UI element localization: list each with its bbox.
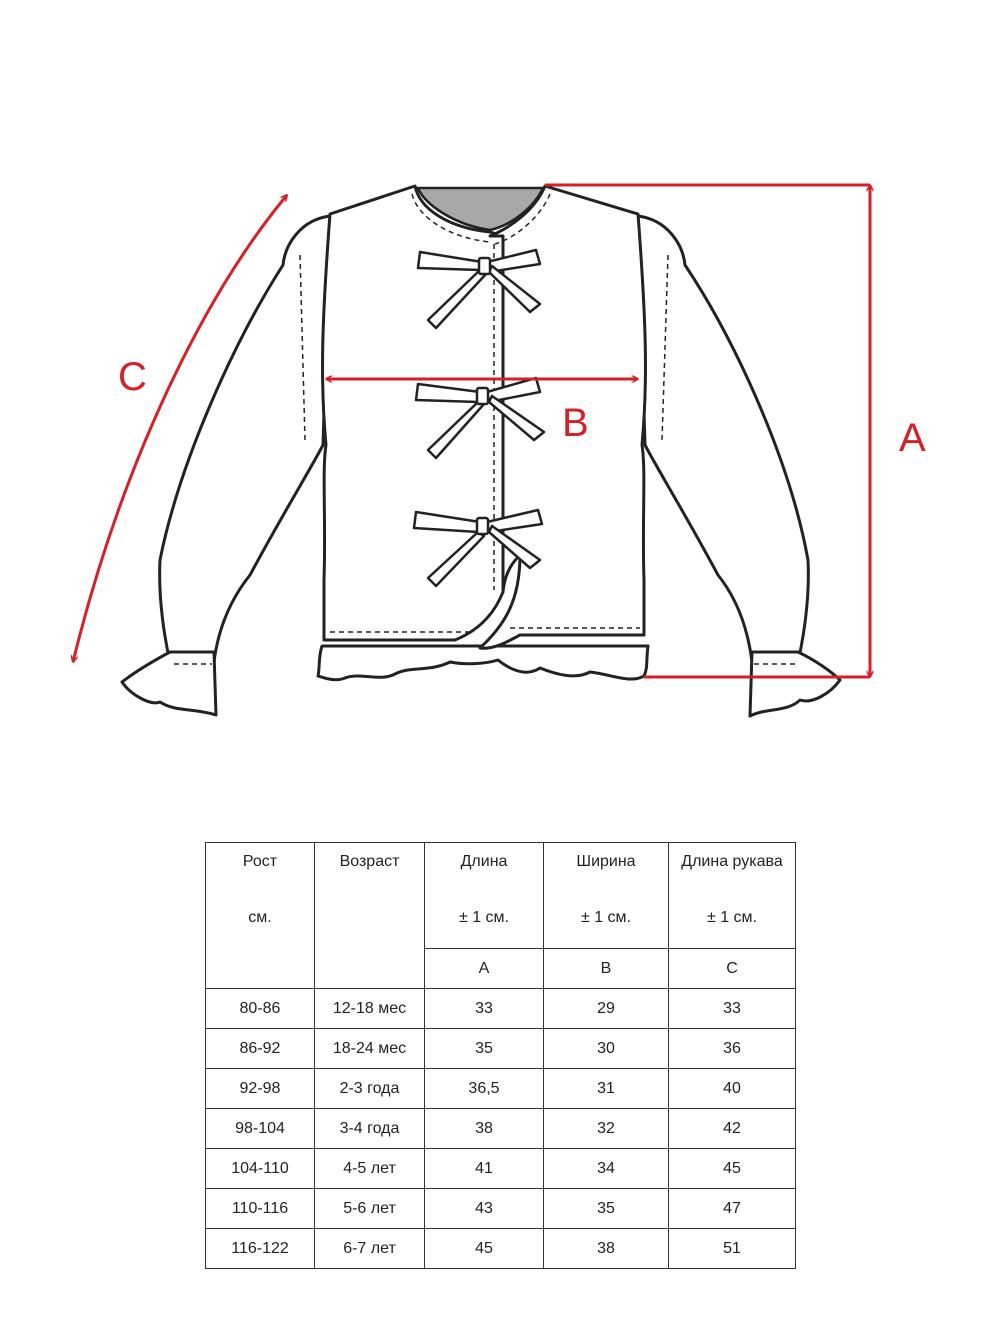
table-row <box>206 1109 796 1149</box>
cell-age: 12-18 мес <box>315 989 425 1029</box>
cell-height: 116-122 <box>206 1229 315 1269</box>
header-height: Рост см. <box>206 843 315 989</box>
dimension-label-c: C <box>118 355 147 399</box>
cell-width: 30 <box>544 1029 669 1069</box>
cell-height: 86-92 <box>206 1029 315 1069</box>
cell-sleeve: 42 <box>669 1109 796 1149</box>
cell-sleeve: 33 <box>669 989 796 1029</box>
cell-width: 38 <box>544 1229 669 1269</box>
table-row <box>206 1069 796 1109</box>
cell-width: 35 <box>544 1189 669 1229</box>
header-width: Ширина ± 1 см. <box>544 843 669 949</box>
table-row <box>206 1189 796 1229</box>
table-row <box>206 1149 796 1189</box>
left-cuff-ruffle <box>122 652 216 715</box>
cell-length: 38 <box>425 1109 544 1149</box>
cell-age: 5-6 лет <box>315 1189 425 1229</box>
cell-width: 34 <box>544 1149 669 1189</box>
cell-height: 92-98 <box>206 1069 315 1109</box>
cell-age: 4-5 лет <box>315 1149 425 1189</box>
cell-height: 110-116 <box>206 1189 315 1229</box>
code-b: B <box>544 949 669 989</box>
table-row <box>206 989 796 1029</box>
cell-height: 98-104 <box>206 1109 315 1149</box>
table-row <box>206 1229 796 1269</box>
dimension-label-a: A <box>899 416 926 460</box>
code-a: A <box>425 949 544 989</box>
cell-age: 2-3 года <box>315 1069 425 1109</box>
cell-sleeve: 45 <box>669 1149 796 1189</box>
cell-age: 18-24 мес <box>315 1029 425 1069</box>
size-table <box>205 842 796 1269</box>
header-length: Длина ± 1 см. <box>425 843 544 949</box>
header-age: Возраст <box>315 843 425 989</box>
cell-length: 41 <box>425 1149 544 1189</box>
cell-height: 80-86 <box>206 989 315 1029</box>
cell-length: 36,5 <box>425 1069 544 1109</box>
cell-age: 3-4 года <box>315 1109 425 1149</box>
cell-length: 33 <box>425 989 544 1029</box>
header-sleeve-length: Длина рукава ± 1 см. <box>669 843 796 949</box>
cell-age: 6-7 лет <box>315 1229 425 1269</box>
hem-ruffle <box>318 646 648 680</box>
cell-sleeve: 40 <box>669 1069 796 1109</box>
right-cuff-ruffle <box>750 652 840 716</box>
cell-sleeve: 36 <box>669 1029 796 1069</box>
right-sleeve <box>638 216 808 662</box>
cell-length: 45 <box>425 1229 544 1269</box>
cell-width: 31 <box>544 1069 669 1109</box>
table-row <box>206 1029 796 1069</box>
dimension-label-b: B <box>562 401 589 445</box>
cell-width: 29 <box>544 989 669 1029</box>
cell-height: 104-110 <box>206 1149 315 1189</box>
table-header-row <box>206 843 796 949</box>
cell-width: 32 <box>544 1109 669 1149</box>
cell-sleeve: 51 <box>669 1229 796 1269</box>
cell-sleeve: 47 <box>669 1189 796 1229</box>
cell-length: 35 <box>425 1029 544 1069</box>
code-c: C <box>669 949 796 989</box>
cell-length: 43 <box>425 1189 544 1229</box>
